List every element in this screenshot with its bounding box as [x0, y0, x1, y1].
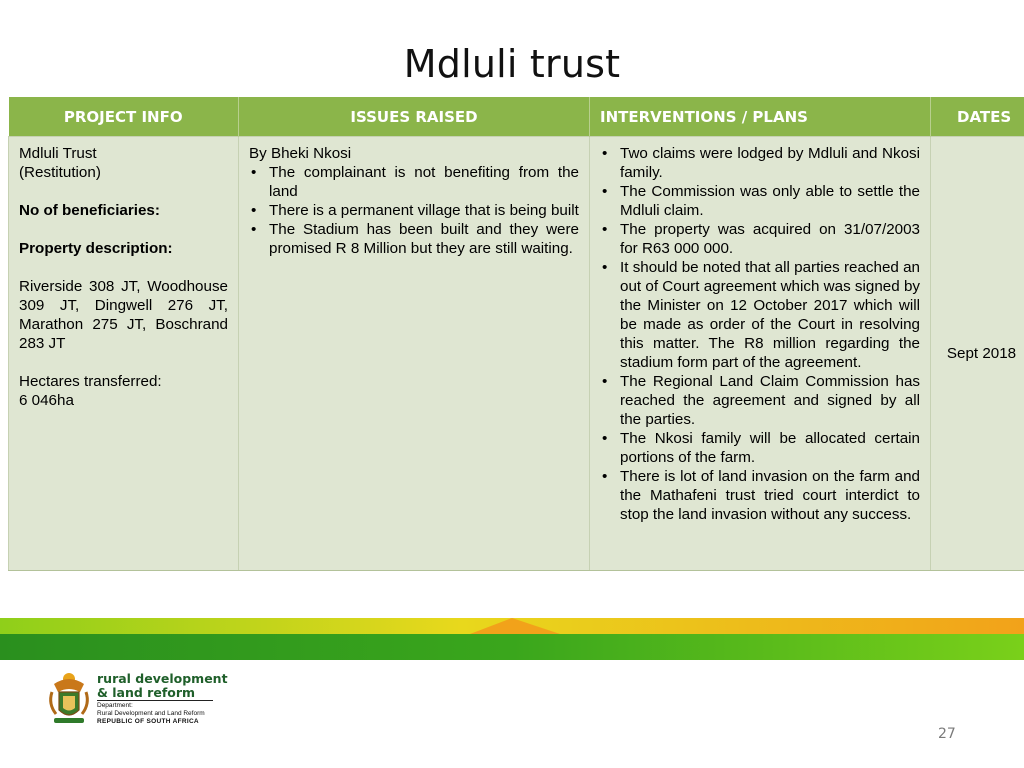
brand-line-2: & land reform	[97, 685, 196, 700]
issues-cell	[239, 137, 590, 571]
list-item: • There is a permanent village that is being built	[249, 201, 579, 220]
hectares-label: Hectares transferred:	[19, 373, 162, 390]
department-name: Rural Development and Land Reform	[97, 710, 205, 717]
list-item: • The Regional Land Claim Commission has reached the agreement and signed by all the parties.	[600, 372, 920, 429]
list-item: • The Nkosi family will be allocated certain portions of the farm.	[600, 429, 920, 467]
page-number: 27	[938, 726, 956, 742]
beneficiaries-label: No of beneficiaries:	[19, 202, 160, 219]
project-type: (Restitution)	[19, 164, 101, 181]
project-info-cell	[9, 137, 239, 571]
header-issues-raised: ISSUES RAISED	[239, 97, 590, 137]
table-header-row	[9, 97, 1024, 137]
property-text: Riverside 308 JT, Woodhouse 309 JT, Dingwell 276 JT, Marathon 275 JT, Boschrand 283 JT	[19, 278, 228, 352]
list-item: • The Stadium has been built and they were promised R 8 Million but they are still waiting.	[249, 220, 579, 258]
property-label: Property description:	[19, 240, 173, 257]
department-text	[97, 702, 205, 718]
issues-list	[249, 163, 579, 258]
project-name: Mdluli Trust	[19, 145, 97, 162]
brand-divider	[97, 700, 213, 701]
table-row	[9, 137, 1024, 571]
dates-cell: Sept 2018	[931, 137, 1024, 571]
department-label: Department:	[97, 702, 133, 709]
header-dates: DATES	[931, 97, 1024, 137]
list-item: • There is lot of land invasion on the farm and the Mathafeni trust tried court interdict to stop the land invasion without any success.	[600, 467, 920, 524]
interventions-cell	[590, 137, 931, 571]
header-project-info: PROJECT INFO	[9, 97, 239, 137]
republic-text: REPUBLIC OF SOUTH AFRICA	[97, 718, 199, 725]
project-table	[8, 97, 1024, 571]
interventions-list	[600, 144, 920, 524]
list-item: • The property was acquired on 31/07/2003 for R63 000 000.	[600, 220, 920, 258]
list-item: • Two claims were lodged by Mdluli and Nkosi family.	[600, 144, 920, 182]
issues-intro: By Bheki Nkosi	[249, 145, 352, 162]
list-item: • The complainant is not benefiting from the land	[249, 163, 579, 201]
list-item: • The Commission was only able to settle the Mdluli claim.	[600, 182, 920, 220]
coat-of-arms-logo	[46, 670, 92, 730]
header-interventions: INTERVENTIONS / PLANS	[590, 97, 931, 137]
list-item: • It should be noted that all parties reached an out of Court agreement which was signed by the Minister on 12 October 2017 which will be made as order of the Court in resolving this matter. The R8 million regarding the stadium form part of the agreement.	[600, 258, 920, 372]
footer-stripes	[0, 616, 1024, 662]
slide-title: Mdluli trust	[403, 42, 621, 86]
hectares-value: 6 046ha	[19, 392, 74, 409]
brand-line-1: rural development	[97, 671, 228, 686]
